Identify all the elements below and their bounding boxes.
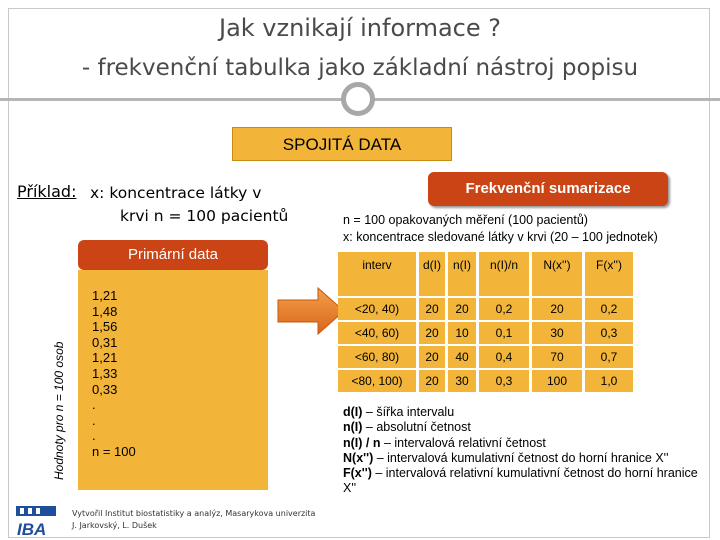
right-arrow-icon — [276, 286, 346, 336]
primary-value: 0,33 — [92, 381, 118, 397]
legend-item — [343, 466, 713, 497]
legend-term: n(I) / n — [343, 435, 381, 450]
table-cell: 0,2 — [585, 298, 636, 320]
table-cell: 70 — [532, 346, 585, 368]
frequency-description — [343, 212, 658, 246]
table-cell: 0,1 — [479, 322, 532, 344]
frequency-summary-badge: Frekvenční sumarizace — [428, 172, 668, 206]
table-cell: 0,7 — [585, 346, 636, 368]
legend-term: F(x'') — [343, 466, 372, 481]
table-row — [338, 298, 636, 320]
table-header-row — [338, 252, 636, 296]
footer-line-1: Vytvořil Institut biostatistiky a analýz, Masarykova univerzita — [72, 509, 316, 518]
table-cell: 0,3 — [479, 370, 532, 392]
continuous-data-badge: SPOJITÁ DATA — [232, 127, 452, 161]
primary-value: 1,48 — [92, 303, 118, 319]
table-cell: 20 — [532, 298, 585, 320]
iba-logo — [14, 504, 58, 538]
legend-desc: – absolutní četnost — [362, 420, 471, 435]
frequency-desc-line-2: x: koncentrace sledované látky v krvi (20 – 100 jednotek) — [343, 230, 658, 244]
example-line-2: krvi n = 100 pacientů — [120, 207, 289, 225]
legend-item — [343, 451, 713, 466]
table-cell: 20 — [419, 298, 448, 320]
table-header-cell: d(I) — [419, 252, 448, 296]
table-header-cell: N(x'') — [532, 252, 585, 296]
legend-desc: – šířka intervalu — [362, 405, 455, 419]
primary-value: . — [92, 397, 96, 413]
table-cell: 20 — [419, 346, 448, 368]
ring-icon — [341, 82, 375, 116]
legend-desc: – intervalová kumulativní četnost do horní hranice X'' — [373, 450, 669, 465]
frequency-table — [338, 250, 636, 394]
primary-value: 1,33 — [92, 365, 118, 381]
primary-value: 1,21 — [92, 350, 118, 366]
primary-value: 0,31 — [92, 334, 118, 350]
logo-text: IBA — [17, 520, 47, 538]
table-header-cell: F(x'') — [585, 252, 636, 296]
example-label: Příklad: — [17, 182, 77, 201]
example-description — [90, 182, 288, 228]
table-cell: 10 — [448, 322, 479, 344]
table-header-cell: n(I) — [448, 252, 479, 296]
primary-value: 1,56 — [92, 319, 118, 335]
table-cell: <20, 40) — [338, 298, 419, 320]
legend-desc: – intervalová relativní četnost — [380, 435, 546, 450]
legend-desc: – intervalová relativní kumulativní četnost do horní hranice X'' — [343, 466, 698, 496]
legend-term: d(I) — [343, 405, 363, 419]
table-cell: 20 — [419, 322, 448, 344]
table-cell: 1,0 — [585, 370, 636, 392]
primary-vertical-label: Hodnoty pro n = 100 osob — [52, 341, 66, 480]
footer-credits — [72, 508, 315, 532]
table-cell: <40, 60) — [338, 322, 419, 344]
legend-item — [343, 436, 713, 451]
primary-value: . — [92, 412, 96, 428]
table-cell: <80, 100) — [338, 370, 419, 392]
primary-value: . — [92, 428, 96, 444]
legend-term: n(I) — [343, 420, 363, 435]
table-header-cell: n(I)/n — [479, 252, 532, 296]
footer-line-2: J. Jarkovský, L. Dušek — [72, 521, 157, 530]
table-cell: 20 — [448, 298, 479, 320]
table-cell: 30 — [532, 322, 585, 344]
legend-definitions — [343, 405, 713, 497]
legend-term: N(x'') — [343, 450, 374, 465]
table-header-cell: interv — [338, 252, 419, 296]
example-line-1: x: koncentrace látky v — [90, 184, 262, 202]
primary-value-count: n = 100 — [92, 443, 136, 459]
primary-value: 1,21 — [92, 288, 118, 303]
primary-data-badge: Primární data — [78, 240, 268, 270]
table-cell: 100 — [532, 370, 585, 392]
table-row — [338, 346, 636, 368]
legend-item — [343, 420, 713, 435]
frequency-desc-line-1: n = 100 opakovaných měření (100 pacientů) — [343, 213, 588, 227]
table-cell: 0,3 — [585, 322, 636, 344]
table-row — [338, 322, 636, 344]
table-cell: 20 — [419, 370, 448, 392]
table-cell: 40 — [448, 346, 479, 368]
table-cell: 0,4 — [479, 346, 532, 368]
table-cell: 30 — [448, 370, 479, 392]
slide-title: Jak vznikají informace ? — [218, 14, 501, 42]
table-cell: 0,2 — [479, 298, 532, 320]
legend-item — [343, 405, 713, 420]
table-cell: <60, 80) — [338, 346, 419, 368]
primary-values-list — [92, 288, 136, 460]
slide-subtitle: - frekvenční tabulka jako základní nástroj popisu — [81, 55, 639, 81]
table-row — [338, 370, 636, 392]
